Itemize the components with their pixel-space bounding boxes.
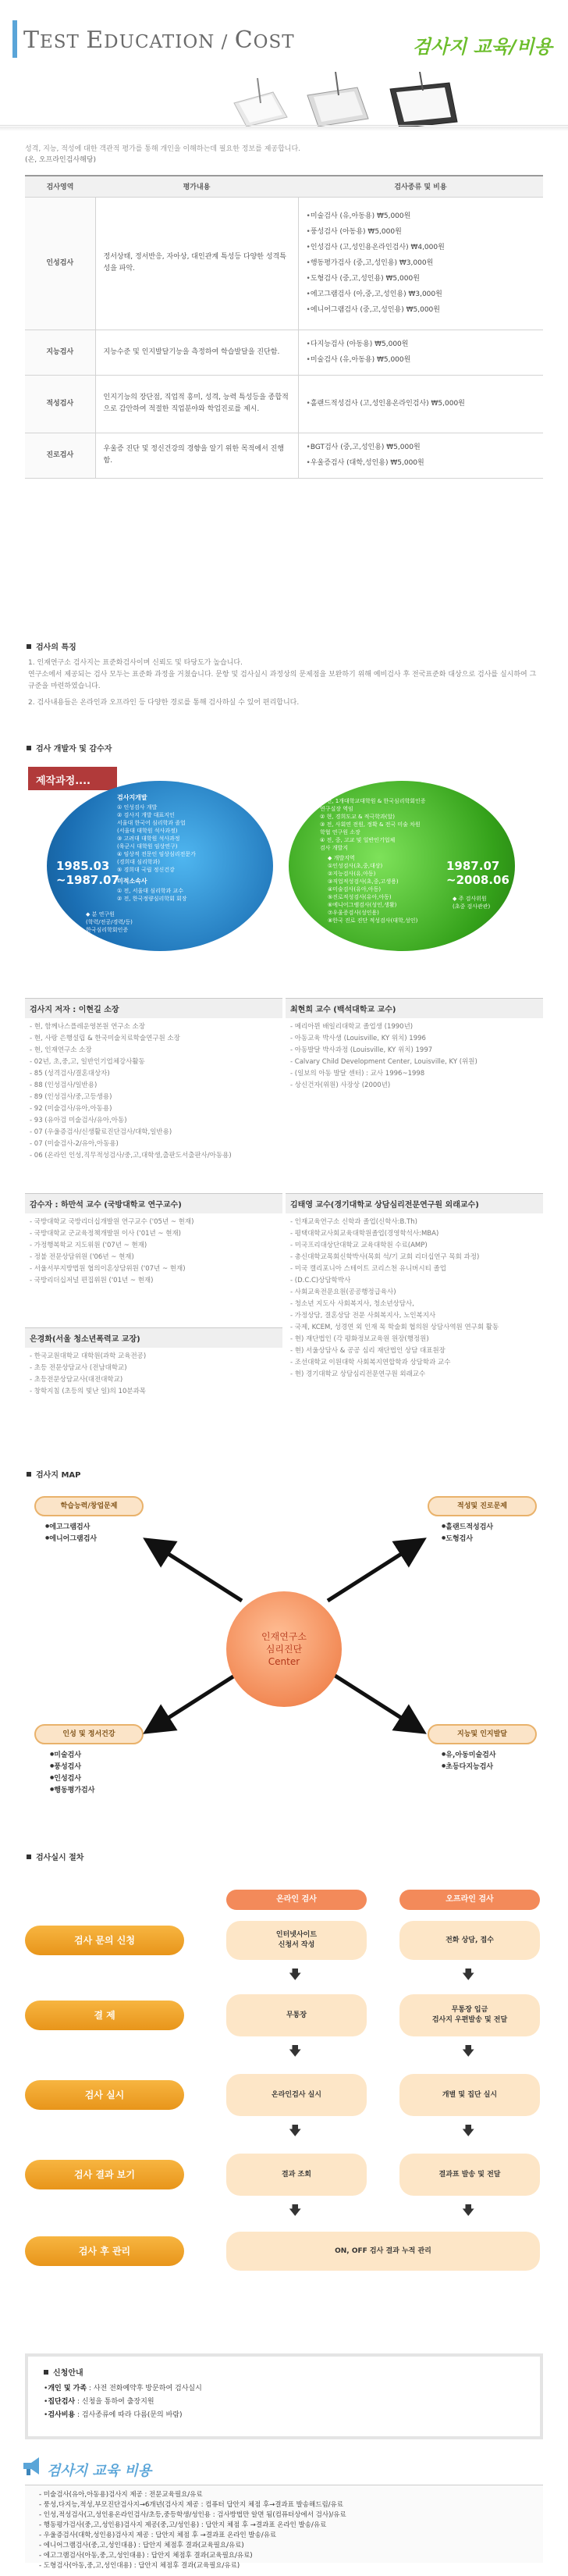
list-item: ● 에니어그램검사 bbox=[45, 1533, 97, 1545]
list-item: • 우울증검사 (대학,성인용) ₩5,000원 bbox=[307, 458, 536, 469]
table-cell-items bbox=[298, 433, 543, 478]
staff-list bbox=[25, 1213, 282, 1290]
arrow-up-left-icon bbox=[156, 1546, 242, 1601]
list-item: - 정불 전문상담위원 ('06년 ~ 현재) bbox=[30, 1252, 278, 1263]
production-process-tag: 제작과정.... bbox=[28, 767, 117, 790]
list-item: ● 풍성검사 bbox=[50, 1761, 94, 1773]
table-cell-desc: 정서상태, 정서반응, 자아상, 대인관계 특성등 다양한 성격특성을 파악. bbox=[95, 197, 298, 330]
list-item: - 청소년 지도사 사회복지사, 청소년상담사, bbox=[290, 1299, 538, 1310]
step-aftercare-both: ON, OFF 검사 결과 누적 관리 bbox=[226, 2232, 540, 2271]
section-heading-developers: 검사 개발자 및 감수자 bbox=[27, 742, 112, 754]
list-item: • 인성검사 (고,성인용온라인검사) ₩4,000원 bbox=[307, 242, 536, 254]
list-item: - 초등 전문상담교사 (전남대학교) bbox=[30, 1363, 278, 1374]
list-item: - 07 (미술검사-2/유아,아동용) bbox=[30, 1138, 278, 1150]
green-blob-text-2: ◆ 개발지역 ①인성검사(초,중,대상) ②지능검사(유,아동) ③직업적성검사(초,중,고생용) ④미술검사(유아,아동) ⑤진로적성검사(유아,아동) ⑥에니어그램검사(성인,생활) ⑦우울증검사(성인용) ⑧한국 진로 진단 적성검사(대학,성인) bbox=[328, 855, 418, 924]
fees-list bbox=[25, 2485, 543, 2576]
list-item: - 국방대학교 국방리더십개발원 연구교수 ('05년 ~ 현재) bbox=[30, 1217, 278, 1228]
table-cell-items bbox=[298, 375, 543, 433]
step-result: 검사 결과 보기 bbox=[25, 2160, 184, 2189]
table-row bbox=[25, 197, 543, 330]
map-list-intelligence bbox=[442, 1749, 496, 1773]
notice-heading: 신청안내 bbox=[44, 2366, 524, 2378]
green-blob-content bbox=[320, 789, 507, 852]
step-result-offline: 결과표 발송 및 전달 bbox=[399, 2154, 540, 2196]
list-item: - (일보의 아동 발달 센터) : 교사 1996~1998 bbox=[290, 1068, 538, 1080]
list-item: - 07 (우울증검사/신생활료진단검사/대학,일반용) bbox=[30, 1127, 278, 1138]
staff-kim bbox=[286, 1193, 543, 1384]
arrow-down-icon: 🡇 bbox=[462, 1967, 475, 1982]
blue-blob-years: 1985.03 ~1987.07 bbox=[56, 859, 119, 887]
list-item: • BGT검사 (중,고,성인용) ₩5,000원 bbox=[307, 442, 536, 454]
fees-box bbox=[25, 2485, 543, 2570]
online-test-header: 온라인 검사 bbox=[226, 1890, 367, 1910]
blue-blob-content bbox=[117, 793, 257, 903]
list-item: - 89 (인성검사/중,고등생용) bbox=[30, 1092, 278, 1103]
list-item: - 현) 서울상담사 & 공공 심리 재단법인 상담 대표원장 bbox=[290, 1345, 538, 1357]
list-item: - 88 (인성검사/일반용) bbox=[30, 1080, 278, 1092]
header-divider bbox=[0, 125, 568, 126]
list-item: - 풍성,다지능,적성,부모진단검사지→6개년(검사지 제공 : 컴퓨터 답안지 체점 후→결과표 발송해드림/유료 bbox=[39, 2500, 529, 2510]
table-cell-items bbox=[298, 197, 543, 330]
map-center-circle: 인재연구소 심리진단 Center bbox=[226, 1591, 342, 1707]
map-list-learning bbox=[45, 1521, 97, 1545]
offline-test-header: 오프라인 검사 bbox=[399, 1890, 540, 1910]
tablet-device-medium bbox=[307, 72, 368, 126]
list-item: - (D.C.C)상담학박사 bbox=[290, 1275, 538, 1287]
staff-author bbox=[25, 998, 282, 1165]
list-item: - 에고그램검사(아동,중,고,성인대용) : 답안지 체점후 결과(교육필요/유료) bbox=[39, 2551, 529, 2561]
table-cell-area: 인성검사 bbox=[25, 197, 95, 330]
list-item: - 에니어그램검사(중,고,성인대용) : 답안지 체점후 결과(교육필요/유료) bbox=[39, 2541, 529, 2551]
map-list-personality bbox=[50, 1749, 94, 1796]
step-result-online: 결과 조회 bbox=[226, 2154, 367, 2196]
intro-text bbox=[25, 144, 540, 166]
list-item: • 풍성검사 (아동용) ₩5,000원 bbox=[307, 226, 536, 238]
arrow-down-right-icon bbox=[328, 1671, 414, 1726]
list-item: - 메리아뮌 배일리대학교 졸업생 (1990년) bbox=[290, 1021, 538, 1033]
staff-name: 최현희 교수 (백석대학교 교수) bbox=[286, 998, 543, 1018]
blue-blob-title-2: 미적소속사 bbox=[117, 878, 147, 885]
tablet-device-large bbox=[390, 72, 457, 128]
list-item: - 가정행복학교 지도위원 ('07년 ~ 현재) bbox=[30, 1240, 278, 1252]
list-item: • 다지능검사 (아동용) ₩5,000원 bbox=[307, 339, 536, 351]
table-header: 검사종류 및 비용 bbox=[298, 176, 543, 197]
list-item: ● 초등다지능검사 bbox=[442, 1761, 496, 1773]
staff-ha bbox=[25, 1193, 282, 1290]
list-item: - 현) 경기대학교 상담심리전문연구원 외래교수 bbox=[290, 1369, 538, 1381]
staff-name: 김태영 교수(경기대학교 상담심리전문연구원 외래교수) bbox=[286, 1193, 543, 1213]
step-aftercare: 검사 후 관리 bbox=[25, 2236, 184, 2266]
staff-list bbox=[25, 1018, 282, 1165]
application-notice bbox=[25, 2353, 543, 2439]
arrow-down-left-icon bbox=[156, 1671, 242, 1726]
list-item: - 인재교육연구소 신학과 졸업(신학사:B.Th) bbox=[290, 1217, 538, 1228]
section-heading-process: 검사실시 절차 bbox=[27, 1851, 83, 1862]
list-item: - 현, 함께나스플레운영본원 연구소 소장 bbox=[30, 1021, 278, 1033]
map-pill-aptitude: 적성및 진로문제 bbox=[428, 1496, 537, 1516]
list-item: - 행동평가검사(중,고,성인용)검사지 제공(중,고/성인용) : 답안지 체점 후 →결과표 온라인 발송/유료 bbox=[39, 2521, 529, 2531]
list-item: - 93 (유아검 미술검사/유아,아동) bbox=[30, 1115, 278, 1127]
blue-blob-note: ◆ 분 연구원 (학력/전공/경력/등) 한국심리학회인증 bbox=[86, 911, 133, 933]
arrow-down-icon: 🡇 bbox=[289, 1967, 302, 1982]
list-item: - 상신건자(위원) 사장상 (2000년) bbox=[290, 1080, 538, 1092]
step-payment-online: 무통장 bbox=[226, 1994, 367, 2036]
list-item: - 85 (성격검사/결혼대상자) bbox=[30, 1068, 278, 1080]
megaphone-icon bbox=[20, 2455, 42, 2477]
staff-eun bbox=[25, 1327, 282, 1401]
table-cell-area: 진로검사 bbox=[25, 433, 95, 478]
test-table bbox=[25, 175, 543, 479]
list-item: - 초등전문상담교사(대전대학교) bbox=[30, 1374, 278, 1386]
list-item: - 우울증검사(대학,성인용)검사지 제공 : 답안지 체점 후 →결과표 온라인 발송/유료 bbox=[39, 2531, 529, 2541]
tablet-device-small bbox=[234, 78, 287, 126]
list-item: - 창학지침 (초등의 빛난 일)의 10분과목 bbox=[30, 1386, 278, 1398]
list-item: - 02년, 초,중,고, 일반인기업체강사활동 bbox=[30, 1056, 278, 1068]
intro-note: (온, 오프라인검사해당) bbox=[25, 156, 96, 164]
arrow-down-icon: 🡇 bbox=[462, 2123, 475, 2138]
list-item: ● 미술검사 bbox=[50, 1749, 94, 1761]
list-item: • 집단검사 : 신청을 통하여 출장지원 bbox=[44, 2396, 524, 2409]
devices-illustration bbox=[226, 72, 460, 128]
step-test-online: 온라인검사 실시 bbox=[226, 2074, 367, 2116]
list-item: - 조선대학교 이원대학 사회복지연합학과 상담학과 교수 bbox=[290, 1357, 538, 1369]
table-row bbox=[25, 433, 543, 478]
intro-line: 성격, 지능, 적성에 대한 객관적 평가를 통해 개인을 이해하는데 필요한 정보를 제공합니다. bbox=[25, 145, 301, 153]
list-item: - Calvary Child Development Center, Louisville, KY (위원) bbox=[290, 1056, 538, 1068]
staff-choi bbox=[286, 998, 543, 1095]
arrow-down-icon: 🡇 bbox=[462, 2203, 475, 2218]
notice-list bbox=[44, 2382, 524, 2422]
table-row bbox=[25, 330, 543, 375]
list-item: - 서울서부지방법원 협의이혼상담위원 ('07년 ~ 현재) bbox=[30, 1263, 278, 1275]
table-header: 검사영역 bbox=[25, 176, 95, 197]
list-item: - 현, 인재연구소 소장 bbox=[30, 1045, 278, 1056]
staff-list bbox=[286, 1018, 543, 1095]
green-blob-title: 지적감사 bbox=[467, 789, 492, 796]
green-blob-note: ◆ 주 검사위원 (초중 검사관관) bbox=[453, 896, 491, 910]
list-item: - 아동교육 박사생 (Louisville, KY 위치) 1996 bbox=[290, 1033, 538, 1045]
staff-name: 은경화(서울 청소년폭력교 교장) bbox=[25, 1327, 282, 1348]
staff-name: 검사지 저자 : 이현길 소장 bbox=[25, 998, 282, 1018]
features-text bbox=[28, 657, 543, 709]
arrow-down-icon: 🡇 bbox=[462, 2043, 475, 2058]
map-pill-intelligence: 지능및 인지발달 bbox=[428, 1724, 537, 1744]
map-pill-personality: 인성 및 정서건강 bbox=[34, 1724, 144, 1744]
features-p1: 1. 인재연구소 검사지는 표준화검사이며 신뢰도 및 타당도가 높습니다. bbox=[28, 659, 243, 667]
staff-list bbox=[25, 1348, 282, 1401]
table-cell-desc: 우울증 진단 및 정신건강의 경향을 알기 위한 목적에서 진행함. bbox=[95, 433, 298, 478]
header-shadow bbox=[0, 126, 568, 131]
list-item: - 미국 캘리포니아 스테이트 코리스천 유니버시티 졸업 bbox=[290, 1263, 538, 1275]
list-item: • 에고그램검사 (아,중,고,성인용) ₩3,000원 bbox=[307, 289, 536, 301]
staff-list bbox=[286, 1213, 543, 1384]
list-item: - 아동발달 박사과정 (Louisville, KY 위치) 1997 bbox=[290, 1045, 538, 1056]
blue-blob-text-2: ① 전, 서울대 심리학과 교수 ② 전, 한국정량심리학회 회장 bbox=[117, 888, 187, 902]
section-heading-features: 검사의 특징 bbox=[27, 640, 76, 652]
step-payment-offline: 무통장 입금 검사지 우편발송 및 전달 bbox=[399, 1994, 540, 2036]
step-test-offline: 개별 및 집단 실시 bbox=[399, 2074, 540, 2116]
list-item: - 국방리더십저널 편집위원 ('01년 ~ 현재) bbox=[30, 1275, 278, 1287]
list-item: ● 행동평가검사 bbox=[50, 1784, 94, 1796]
list-item: ● 에고그램검사 bbox=[45, 1521, 97, 1533]
list-item: • 검사비용 : 검사종류에 따라 다름(문의 바람) bbox=[44, 2409, 524, 2422]
list-item: - 미국프리대상단대학교 교육대학원 수료(AMP) bbox=[290, 1240, 538, 1252]
map-list-aptitude bbox=[442, 1521, 493, 1545]
list-item: - 92 (미술검사/유아,아동용) bbox=[30, 1103, 278, 1115]
list-item: - 평택대학교사회교육대학원졸업(경영학석사:MBA) bbox=[290, 1228, 538, 1240]
list-item: • 홀랜드적성검사 (고,성인용온라인검사) ₩5,000원 bbox=[307, 398, 536, 410]
step-inquiry: 검사 문의 신청 bbox=[25, 1926, 184, 1955]
table-cell-items bbox=[298, 330, 543, 375]
map-pill-learning: 학습능력/창업문제 bbox=[34, 1496, 144, 1516]
table-header: 평가내용 bbox=[95, 176, 298, 197]
list-item: ● 홀랜드적성검사 bbox=[442, 1521, 493, 1533]
staff-name: 감수자 : 하만석 교수 (국방대학교 연구교수) bbox=[25, 1193, 282, 1213]
table-header-row bbox=[25, 176, 543, 197]
features-p3: 2. 검사내용들은 온라인과 오프라인 등 다양한 경로를 통해 검사하실 수 있어 편리합니다. bbox=[28, 699, 300, 707]
table-cell-desc: 지능수준 및 인지발달기능을 측정하여 학습발달을 진단함. bbox=[95, 330, 298, 375]
blue-blob-title: 검사지개발 bbox=[117, 794, 147, 801]
list-item: ● 인성검사 bbox=[50, 1773, 94, 1784]
list-item: ● 유,아동미술검사 bbox=[442, 1749, 496, 1761]
title-accent-bar bbox=[12, 20, 17, 58]
list-item: - 현) 재단법인 (각 평화정보교육원 원장(행정원) bbox=[290, 1334, 538, 1345]
list-item: - 국방대학교 군교육정책개발원 이사 ('01년 ~ 현재) bbox=[30, 1228, 278, 1240]
table-cell-desc: 인지기능의 장단점, 직업적 흥미, 성격, 능력 특성등을 종합적으로 감안하여 적절한 직업분야와 학업진로를 제시. bbox=[95, 375, 298, 433]
list-item: • 개인 및 가족 : 사전 전화예약후 방문하여 검사실시 bbox=[44, 2382, 524, 2396]
table-row bbox=[25, 375, 543, 433]
list-item: - 미술검사(유아,아동용)검사지 제공 : 전문교육필요/유료 bbox=[39, 2490, 529, 2500]
list-item: - 인성,적성검사(고,성인용온라인검사/초등,중등학생/성인용 : 검사방법만 알면 됨(컴퓨터상에서 검사)/유료 bbox=[39, 2510, 529, 2521]
features-p2: 연구소에서 제공되는 검사 모두는 표준화 과정을 거쳤습니다. 문항 및 검사실시 과정상의 문제점을 보완하기 위해 예비검사 후 전국표준화 대상으로 검사를 실시하여 그 규준을 마련하였습니다. bbox=[28, 671, 537, 690]
section-heading-map: 검사지 MAP bbox=[27, 1468, 80, 1480]
list-item: - 06 (온라인 인성,직무적성검사/중,고,대학생,출판도서출판사/아동용) bbox=[30, 1150, 278, 1162]
list-item: • 미술검사 (유,아동용) ₩5,000원 bbox=[307, 355, 536, 366]
page-title: TEST EDUCATION / COST bbox=[23, 27, 295, 54]
step-inquiry-offline: 전화 상담, 접수 bbox=[399, 1921, 540, 1960]
step-payment: 결 제 bbox=[25, 2001, 184, 2030]
list-item: • 미술검사 (유,아동용) ₩5,000원 bbox=[307, 211, 536, 223]
list-item: - 가정상담, 결혼상담 전문 사회복지사, 노인복지사 bbox=[290, 1310, 538, 1322]
arrow-up-right-icon bbox=[328, 1546, 414, 1601]
fees-heading: 검사지 교육 비용 bbox=[47, 2463, 152, 2479]
list-item: - 국제, KCEM, 성경연 외 인재 목 학술회 협의원 상담사역원 연구회 활동 bbox=[290, 1322, 538, 1334]
list-item: ● 도형검사 bbox=[442, 1533, 493, 1545]
list-item: • 도형검사 (중,고,성인용) ₩5,000원 bbox=[307, 273, 536, 285]
list-item: - 총신대학교목회신학박사(목회 석/기 교회 리더십연구 목회 과정) bbox=[290, 1252, 538, 1263]
green-blob-years: 1987.07 ~2008.06 bbox=[446, 859, 509, 887]
list-item: • 행동평가검사 (중,고,성인용) ₩3,000원 bbox=[307, 258, 536, 269]
arrow-down-icon: 🡇 bbox=[289, 2043, 302, 2058]
step-inquiry-online: 인터넷사이트 신청서 작성 bbox=[226, 1921, 367, 1960]
table-cell-area: 적성검사 bbox=[25, 375, 95, 433]
blue-blob-text: ① 인성검사 개발 ② 검사지 개발 대표지인 서울대 한국어 심리학과 졸업 (서울대 대학원 석사과정) ③ 고려대 대학원 석사과정 (육군시 대학원 임상연구) ④ 임상적 전문인 임상심리전문가 (경희대 심리학과) ⑤ 경희대 국립 정신건강 bbox=[117, 804, 196, 873]
list-item: - 한국교원대학교 대학원(과학 교육전공) bbox=[30, 1351, 278, 1363]
step-test: 검사 실시 bbox=[25, 2080, 184, 2110]
green-blob-text: ① 전, 1개대학교대학원 & 한국심리학회인증 연구실장 역임 ② 현, 경희도교 & 적극학과(알) ③ 전, 사회연 전원, 정확 & 전국 미술 차원 학협 연구원 소장 ④ 전, 중, 고교 및 일반인기업체 검사 개발지 bbox=[320, 798, 426, 851]
list-item: - 사회교육전문요원(공공행정급육사) bbox=[290, 1287, 538, 1299]
table-cell-area: 지능검사 bbox=[25, 330, 95, 375]
arrow-down-icon: 🡇 bbox=[289, 2203, 302, 2218]
arrow-down-icon: 🡇 bbox=[289, 2123, 302, 2138]
list-item: - 현, 사랑 은행설립 & 한국미술치료학술연구원 소장 bbox=[30, 1033, 278, 1045]
list-item: • 에니어그램검사 (중,고,성인용) ₩5,000원 bbox=[307, 305, 536, 316]
list-item: - 도형검사(아동,중,고,성인대용) : 답안지 체점후 결과(교육필요/유료) bbox=[39, 2561, 529, 2571]
page-title-korean: 검사지 교육/비용 bbox=[412, 36, 552, 58]
